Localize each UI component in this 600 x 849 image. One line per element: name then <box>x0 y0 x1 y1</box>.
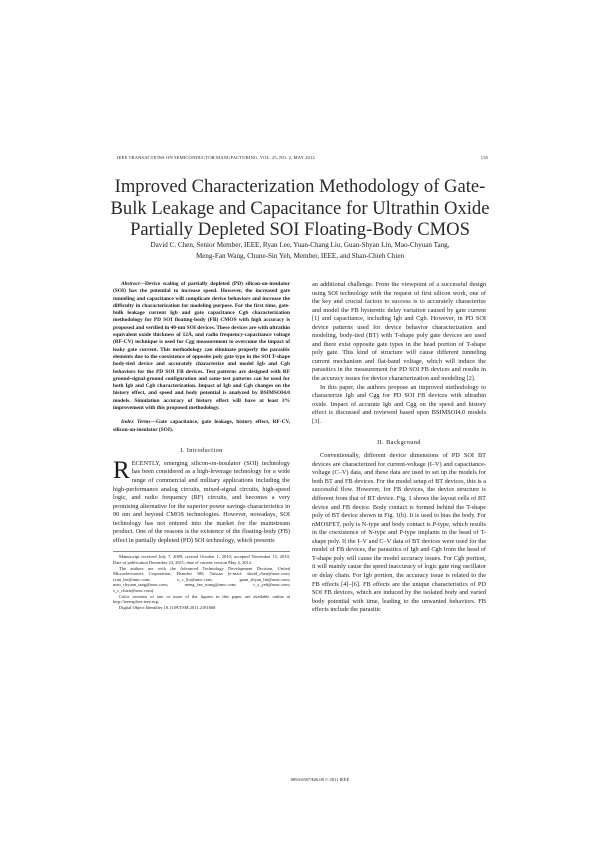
left-column <box>113 281 290 610</box>
copyright-notice: 0894-6507/$26.00 © 2011 IEEE <box>290 777 350 782</box>
author-list <box>110 240 490 262</box>
section-heading-introduction: I. Introduction <box>180 446 223 454</box>
index-terms-lead: Index Terms <box>121 419 151 426</box>
paper-title: Improved Characterization Methodology of Gate-Bulk Leakage and Capacitance for Ultrathin Oxide Partially Depleted SOI Floating-Body CMOS <box>110 176 490 240</box>
footnote-doi: Digital Object Identifier 10.1109/TSM.2011.2181668 <box>119 604 216 610</box>
index-terms <box>113 419 290 434</box>
abstract <box>113 281 290 412</box>
right-column <box>312 281 486 615</box>
intro-paragraph-text: ECENTLY, emerging silicon-on-insulator (SOI) technology has been considered as a high-leverage technology for a wide range of commercial and military applications including the high-performance analog circuits, mixed-signal circuits, high-speed logic, and radio frequency (RF) circuits, and becomes a very promising alternative for the superior power savings characteristics in 90 nm and beyond CMOS technologies. However, nowadays, SOI technology has not entered into the market for the mainstream product. One of the reasons is the existence of the floating-body (FB) effect in partially depleted (PD) SOI technology, which presents <box>113 459 290 544</box>
section-heading-background: II. Background <box>377 439 421 447</box>
index-terms-text: —Gate capacitance, gate leakage, history effect, RF-CV, silicon-on-insulator (SOI). <box>113 419 291 433</box>
running-header <box>117 155 488 160</box>
footnote-color: Color versions of one or more of the figures in this paper are available online at http://ieeexplore.ieee.org. <box>113 593 290 605</box>
intro-paragraph <box>113 456 290 545</box>
author-line-1: David C. Chen, Senior Member, IEEE, Ryan Lee, Yuan-Chang Liu, Guan-Shyan Lin, Mao-Chyuan Tang, <box>150 241 450 249</box>
page-number: 135 <box>480 155 488 160</box>
author-line-2: Meng-Fan Wang, Chune-Sin Yeh, Member, IEEE, and Shan-Chieh Chien <box>195 252 405 260</box>
footnote-affiliation: The authors are with the Advanced Technology Development Division, United Microelectronics Corporation, Hsinchu 300, Taiwan (e-mail: david_chen@umc.com; ryan_lee@umc.com; u_c_liu@umc.com; guan_shyan_lin@umc.com; mao_chyuan_tang@umc.com; meng_fan_wang@umc.com; c_s_yeh@umc.com; s_c_chien@umc.com). <box>113 565 290 593</box>
background-paragraph: Conventionally, different device dimensions of PD SOI BT devices are characterized for current-voltage (I–V) and capacitance-voltage (C–V) data, and these data are used to set up the models for both BT and FB devices. For the model setup of BT devices, this is a successful flow. However, for FB devices, the device structure is different from that of BT device. Fig. 1 shows the layout cells of BT device and FB device. Body contact is formed behind the T-shape poly of BT device shown in Fig. 1(b). It is used to bias the body. For nMOSFET, poly is N-type and body contact is P-type, which results in the coexistence of N-type and P-type implants in the head of T-shape poly. If the I–V and C–V data of BT devices were used for the model of FB devices, the parasitics of Igb and Cgb from the head of T-shape poly will cause the model accuracy issues. For Cgb portion, it will mainly cause the speed inaccuracy of logic gate ring oscillator or delay chain. For Igb portion, the accuracy issue is related to the FB effects [4]–[6]. FB effects are the unique characteristics of PD SOI FB devices, which are induced by the isolated body and varied body potential with time, leading to the unwanted behaviors. FB effects include the parasitic <box>312 452 486 614</box>
intro-continuation: an additional challenge. From the viewpoint of a successful design using SOI technology with the request of first silicon work, one of the key and crucial factors to success is to accurately characterize and model the FB hysteretic delay variation caused by gate current [1] and capacitance, including Igb and Cgb. However, in PD SOI device patterns used for device behavior characterization and modeling, body-tied (BT) with T-shape poly gate devices are used and there exist opposite gate types in the head portion of T-shape poly gate. This kind of structure will cause different tunneling current mechanism and flat-band voltage, which will induce the parasitics in the measurement for PD SOI FB devices and results in the accuracy issues for device characterization and modeling [2]. <box>312 281 486 383</box>
footnotes <box>113 551 290 610</box>
journal-name: IEEE TRANSACTIONS ON SEMICONDUCTOR MANUFACTURING, VOL. 25, NO. 2, MAY 2012 <box>117 155 315 160</box>
footnote-manuscript: Manuscript received July 7, 2009; revised October 1, 2010; accepted November 15, 2010. Date of publication December 23, 2011; date of current version May 4, 2012. <box>113 554 290 565</box>
abstract-lead: Abstract <box>121 281 140 287</box>
intro-paragraph-2: In this paper, the authors propose an improved methodology to characterize Igb and Cgg for PD SOI FB devices with ultrathin oxide. Impact of accurate Igb and Cgg on the speed and history effect is discussed and reviewed based upon BSIMSOI4.0 models [3]. <box>312 383 486 425</box>
abstract-text: —Device scaling of partially depleted (PD) silicon-on-insulator (SOI) has the potential to increase speed. However, the increased gate tunneling and capacitance will complicate device behaviors and increase the difficulty in characterization for modeling purpose. For the first time, gate-bulk leakage current Igb and gate capacitance Cgb characterization methodology for PD SOI floating-body (FB) CMOS with high accuracy is proposed and verified in 40-nm SOI devices. These devices are with ultrathin equivalent oxide thickness of 12Å, and radio frequency-capacitance voltage (RF-CV) technique is used for Cgg measurement to overcome the impact of leaky gate current. This methodology can eliminate properly the parasitic elements due to the coexistence of opposite poly gate type in the SOI T-shape body-tied device and accurately characterize and model Igb and Cgb behaviors for the PD SOI FB devices. Test patterns are designed with RF ground-signal-ground configuration and same test patterns can be used for both Igb and Cgb characterization. Impact of Igb and Cgb changes on the history effect, and speed and body potential is analyzed by BSIMSOI4.0 models. Simulation accuracy of history effect will have at least 3% improvement with this proposed methodology. <box>113 281 290 412</box>
drop-cap: R <box>113 456 130 484</box>
